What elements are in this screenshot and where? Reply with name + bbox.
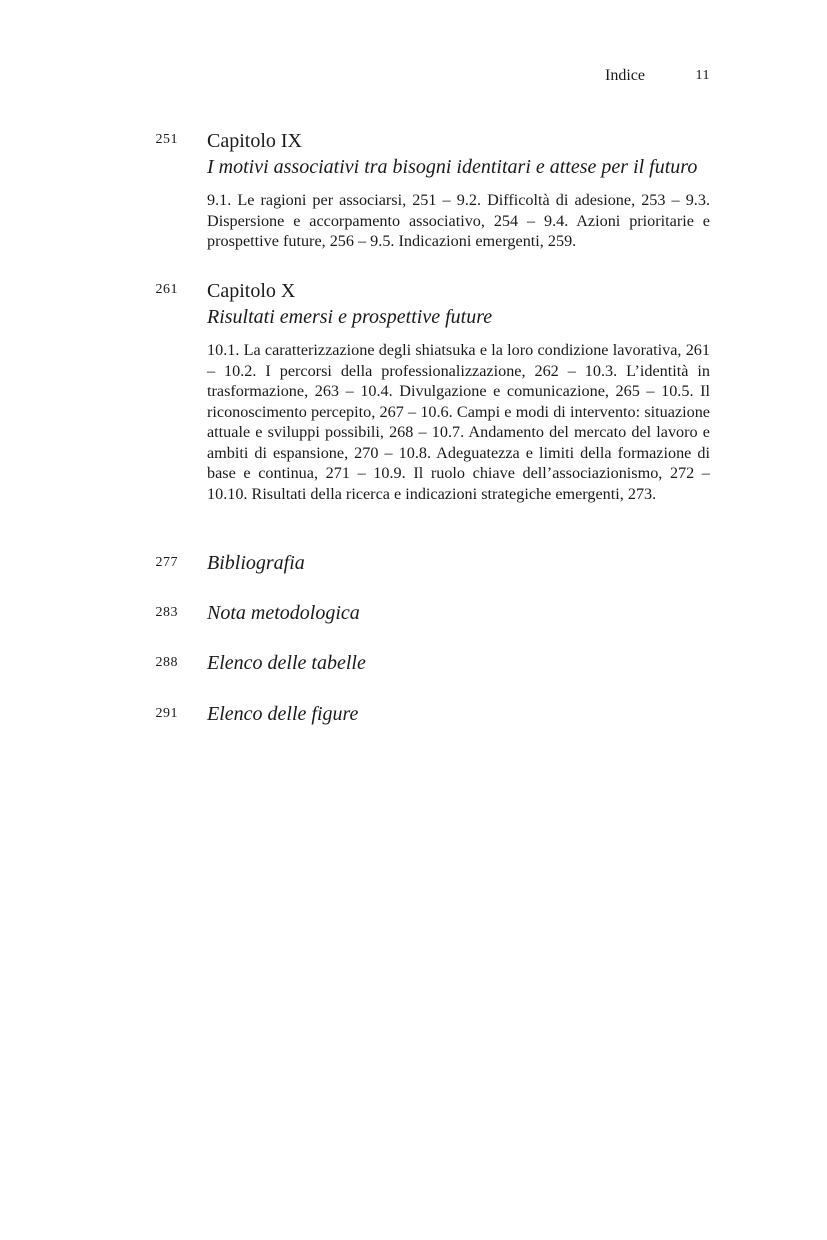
back-matter-title: Elenco delle figure [207, 703, 359, 725]
back-matter-title: Nota metodologica [207, 602, 360, 624]
chapter-label: Capitolo IX [207, 130, 302, 152]
toc-page-number: 288 [155, 655, 178, 670]
running-head-page-number: 11 [695, 68, 710, 83]
toc-page-number: 277 [155, 555, 178, 570]
toc-entry-body [207, 600, 710, 626]
chapter-summary: 10.1. La caratterizzazione degli shiatsuka e la loro condizione lavorativa, 261 – 10.2. I percorsi della professionalizzazione, 262 – 10.3. L’identità in trasformazione, 263 – 10.4. Divulgazione e comunicazione, 265 – 10.5. Il riconoscimento percepito, 267 – 10.6. Campi e modi di intervento: situazione attuale e sviluppi possibili, 268 – 10.7. Andamento del mercato del lavoro e ambiti di espansione, 270 – 10.8. Adeguatezza e limiti della formazione di base e continua, 271 – 10.9. Il ruolo chiave dell’associazionismo, 272 – 10.10. Risultati della ricerca e indicazioni strategiche emergenti, 273. [207, 341, 710, 503]
toc-page-number: 291 [155, 706, 178, 721]
toc-entry-body [207, 650, 710, 676]
toc-entry-body [207, 701, 710, 727]
toc-page-number: 283 [155, 605, 178, 620]
chapter-title: I motivi associativi tra bisogni identitari e attese per il futuro [207, 156, 698, 178]
chapter-label: Capitolo X [207, 280, 296, 302]
chapter-title: Risultati emersi e prospettive future [207, 306, 493, 328]
back-matter-title: Elenco delle tabelle [207, 652, 366, 674]
toc-page-number: 251 [155, 132, 178, 147]
toc-entry-body [207, 278, 710, 504]
running-head-title: Indice [605, 67, 645, 84]
toc-entry-body [207, 128, 710, 252]
running-head [560, 66, 710, 86]
toc-page-number: 261 [155, 282, 178, 297]
toc-entry-body [207, 550, 710, 576]
chapter-summary: 9.1. Le ragioni per associarsi, 251 – 9.2. Difficoltà di adesione, 253 – 9.3. Dispersione e accorpamento associativo, 254 – 9.4. Azioni prioritarie e prospettive future, 256 – 9.5. Indicazioni emergenti, 259. [207, 191, 710, 250]
back-matter-title: Bibliografia [207, 552, 305, 574]
